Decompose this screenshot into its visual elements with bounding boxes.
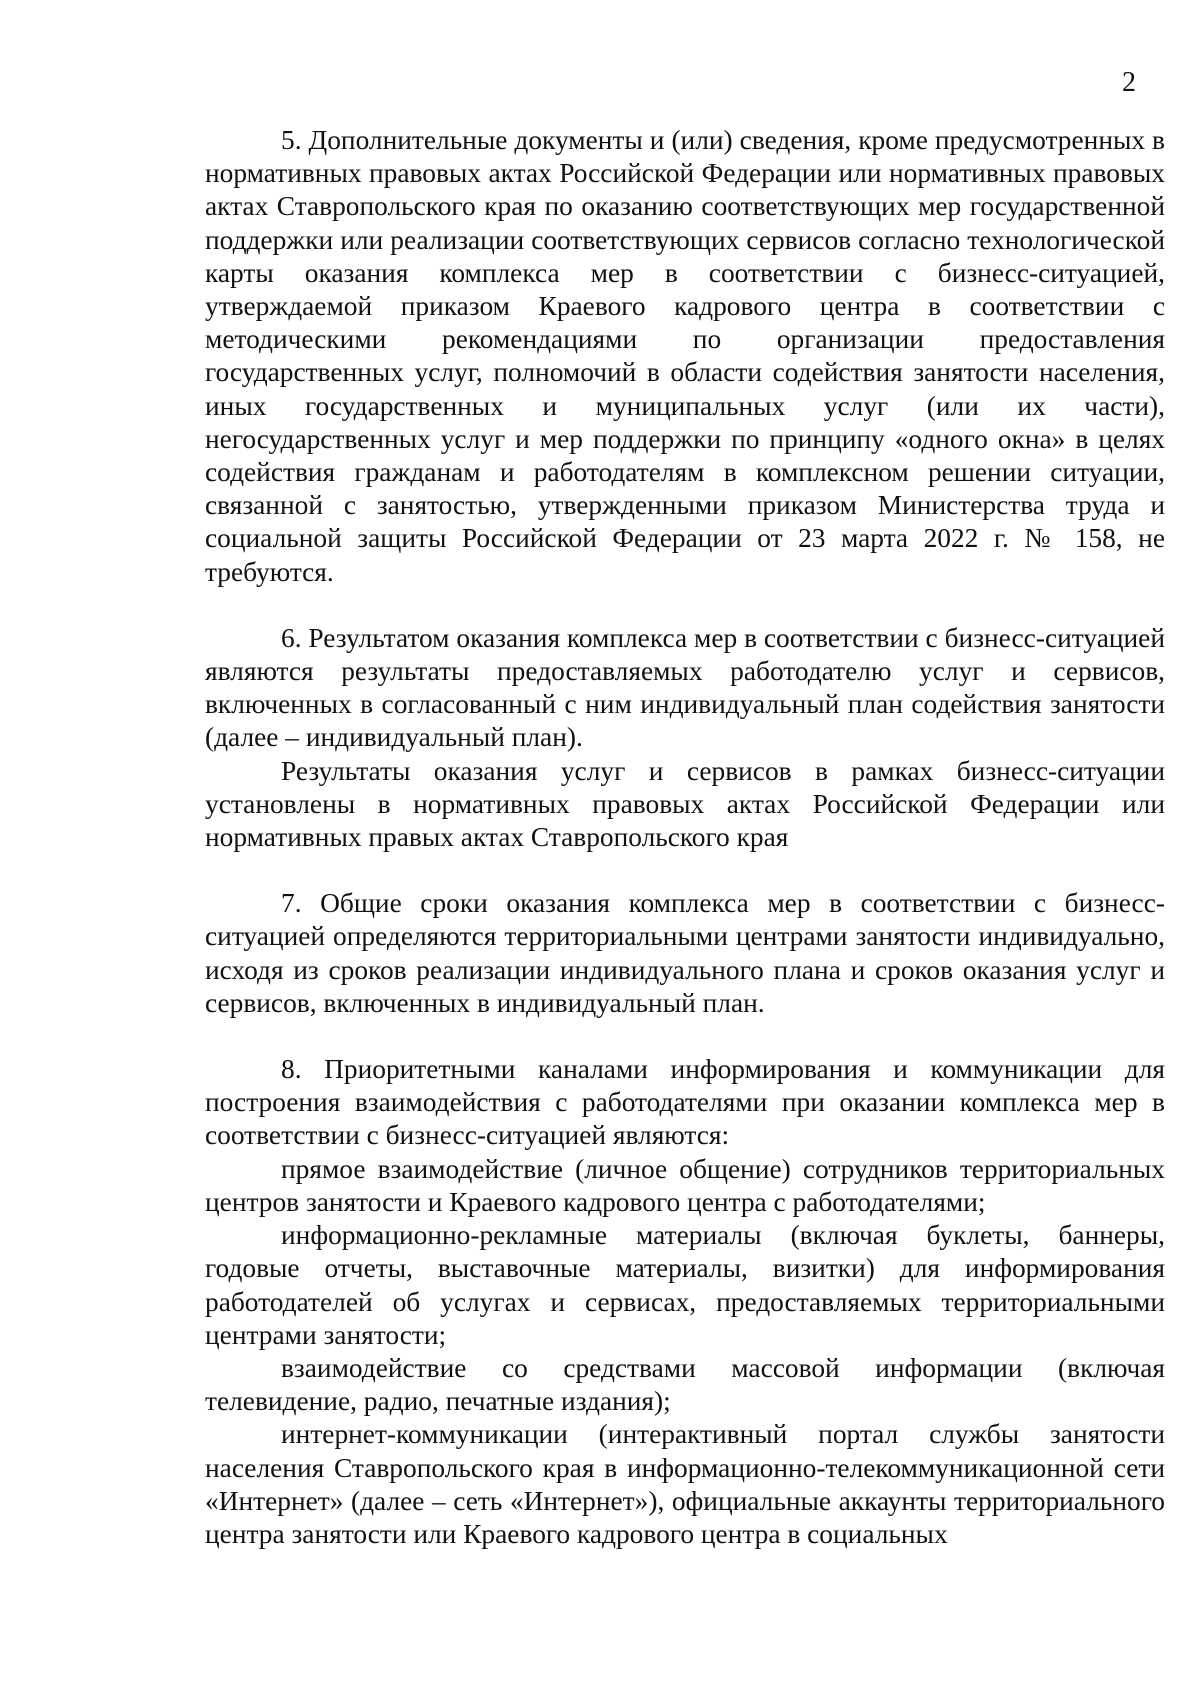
channel-advertising-materials: информационно-рекламные материалы (включая буклеты, баннеры, годовые отчеты, выставочные материалы, визитки) для информирования работодателей об услугах и сервисах, предоставляемых территориальными центрами занятости; — [205, 1220, 1165, 1350]
paragraph-8-channels: 8. Приоритетными каналами информирования и коммуникации для построения взаимодействия с работодателями при оказании комплекса мер в соответствии с бизнесс-ситуацией являются: — [205, 1054, 1165, 1151]
paragraph-6-results-established: Результаты оказания услуг и сервисов в рамках бизнесс-ситуации установлены в нормативных правовых актах Российской Федерации или нормативных правых актах Ставропольского края — [205, 755, 1165, 853]
document-body — [205, 124, 1165, 1551]
channel-direct-interaction: прямое взаимодействие (личное общение) сотрудников территориальных центров занятости и Краевого кадрового центра с работодателями; — [205, 1153, 1165, 1217]
page-number: 2 — [1122, 67, 1136, 98]
channel-internet-communications: интернет-коммуникации (интерактивный портал службы занятости населения Ставропольского края в информационно-телекоммуникационной сети «Интернет» (далее – сеть «Интернет»), официальные аккаунты территориального центра занятости или Краевого кадрового центра в социальных — [205, 1419, 1165, 1549]
paragraph-7-terms: 7. Общие сроки оказания комплекса мер в соответствии с бизнесс-ситуацией определяются территориальными центрами занятости индивидуально, исходя из сроков реализации индивидуального плана и сроков оказания услуг и сервисов, включенных в индивидуальный план. — [205, 888, 1165, 1018]
paragraph-5-additional-documents: 5. Дополнительные документы и (или) сведения, кроме предусмотренных в нормативных правовых актах Российской Федерации или нормативных правовых актах Ставропольского края по оказанию соответствующих мер государственной поддержки или реализации соответствующих сервисов согласно технологической карты оказания комплекса мер в соответствии с бизнесс-ситуацией, утверждаемой приказом Краевого кадрового центра в соответствии с методическими рекомендациями по организации предоставления государственных услуг, полномочий в области содействия занятости населения, иных государственных и муниципальных услуг (или их части), негосударственных услуг и мер поддержки по принципу «одного окна» в целях содействия гражданам и работодателям в комплексном решении ситуации, связанной с занятостью, утвержденными приказом Министерства труда и социальной защиты Российской Федерации от 23 марта 2022 г. № 158, не требуются. — [205, 125, 1165, 587]
channel-mass-media: взаимодействие со средствами массовой информации (включая телевидение, радио, печатные издания); — [205, 1352, 1165, 1417]
paragraph-6-result: 6. Результатом оказания комплекса мер в соответствии с бизнесс-ситуацией являются результаты предоставляемых работодателю услуг и сервисов, включенных в согласованный с ним индивидуальный план содействия занятости (далее – индивидуальный план). — [205, 622, 1165, 753]
